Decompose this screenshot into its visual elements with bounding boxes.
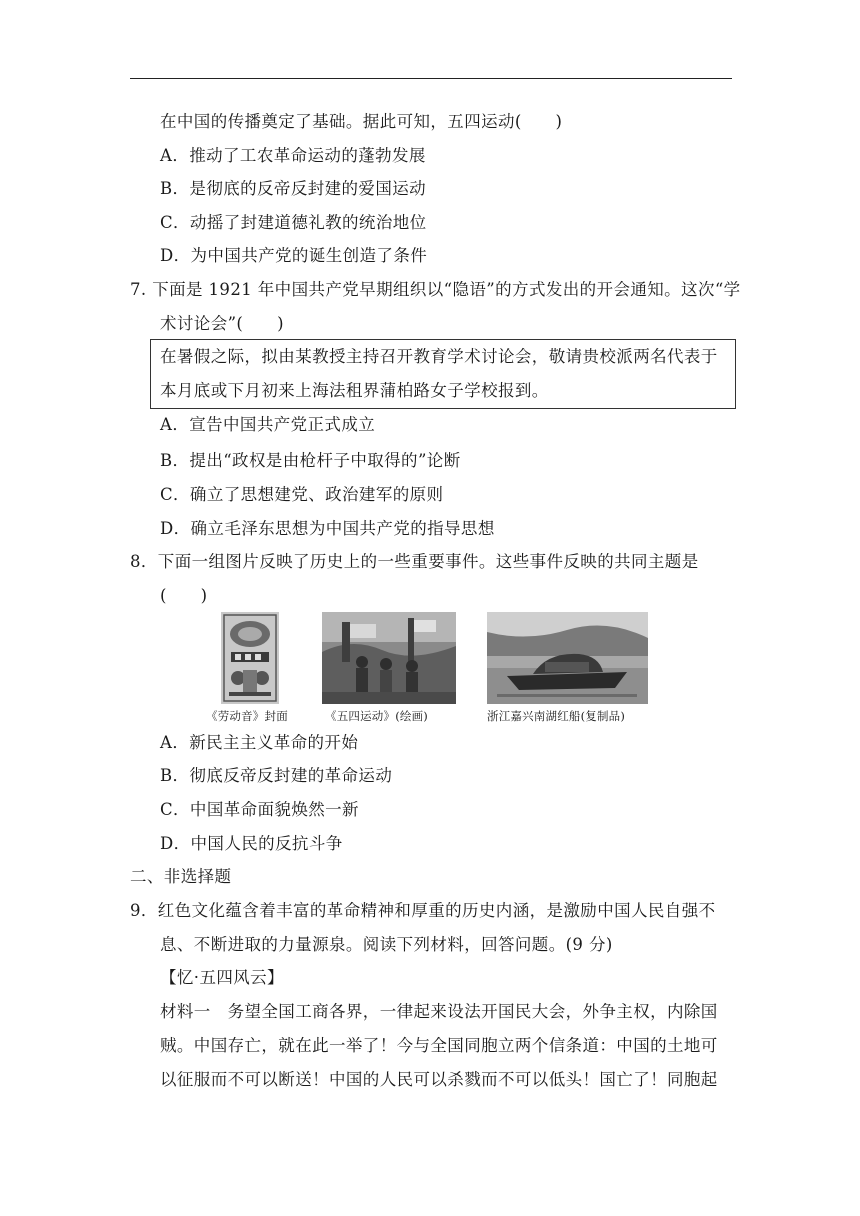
q9-stem-line1: 9．红色文化蕴含着丰富的革命精神和厚重的历史内涵，是激励中国人民自强不 <box>130 901 716 920</box>
q9-material-line1: 材料一 务望全国工商各界，一律起来设法开国民大会，外争主权，内除国 <box>160 1002 718 1021</box>
q7-stem-line1: 7. 下面是 1921 年中国共产党早期组织以“隐语”的方式发出的开会通知。这次“学 <box>130 280 741 299</box>
may-fourth-painting-image <box>322 612 456 704</box>
q9-stem-line2: 息、不断进取的力量源泉。阅读下列材料，回答问题。(9 分) <box>160 935 613 954</box>
q7-option-c[interactable]: C．确立了思想建党、政治建军的原则 <box>160 485 444 504</box>
q7-option-d[interactable]: D．确立毛泽东思想为中国共产党的指导思想 <box>160 519 495 538</box>
q6-option-d[interactable]: D．为中国共产党的诞生创造了条件 <box>160 246 428 265</box>
q6-stem-tail: 在中国的传播奠定了基础。据此可知，五四运动( ) <box>160 112 563 131</box>
caption-red-boat: 浙江嘉兴南湖红船(复制品) <box>487 709 626 723</box>
q8-option-c[interactable]: C．中国革命面貌焕然一新 <box>160 800 359 819</box>
q7-box-line1: 在暑假之际，拟由某教授主持召开教育学术讨论会，敬请贵校派两名代表于 <box>160 347 718 366</box>
q8-stem-line1: 8．下面一组图片反映了历史上的一些重要事件。这些事件反映的共同主题是 <box>130 552 699 571</box>
q6-option-a[interactable]: A．推动了工农革命运动的蓬勃发展 <box>160 146 426 165</box>
q6-option-c[interactable]: C．动摇了封建道德礼教的统治地位 <box>160 213 427 232</box>
q7-stem-line2: 术讨论会”( ) <box>160 314 284 333</box>
q9-material-line2: 贼。中国存亡，就在此一举了！今与全国同胞立两个信条道：中国的土地可 <box>160 1036 718 1055</box>
q7-option-a[interactable]: A．宣告中国共产党正式成立 <box>160 415 376 434</box>
section-heading: 二、非选择题 <box>130 867 232 886</box>
q6-option-b[interactable]: B．是彻底的反帝反封建的爱国运动 <box>160 179 427 198</box>
q8-option-d[interactable]: D．中国人民的反抗斗争 <box>160 834 343 853</box>
q9-heading: 【忆·五四风云】 <box>160 968 284 987</box>
q8-option-a[interactable]: A．新民主主义革命的开始 <box>160 733 359 752</box>
caption-may-fourth: 《五四运动》(绘画) <box>325 709 428 723</box>
q8-stem-line2: ( ) <box>160 586 208 605</box>
laodongyin-cover-image <box>221 612 279 704</box>
caption-laodongyin: 《劳动音》封面 <box>206 709 288 723</box>
q7-option-b[interactable]: B．提出“政权是由枪杆子中取得的”论断 <box>160 451 461 470</box>
q9-material-line3: 以征服而不可以断送！中国的人民可以杀戮而不可以低头！国亡了！同胞起 <box>160 1070 718 1089</box>
red-boat-image <box>487 612 648 704</box>
q7-box-line2: 本月底或下月初来上海法租界蒲柏路女子学校报到。 <box>160 381 549 400</box>
q8-option-b[interactable]: B．彻底反帝反封建的革命运动 <box>160 766 393 785</box>
header-rule <box>130 78 732 79</box>
